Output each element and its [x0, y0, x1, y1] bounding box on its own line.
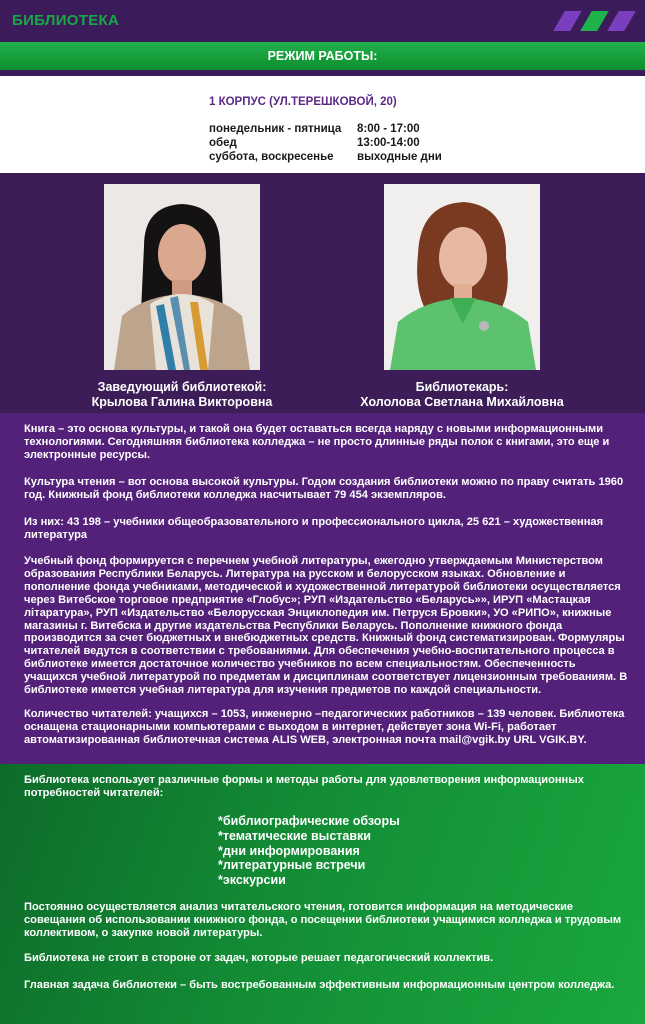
list-item: *дни информирования — [218, 843, 360, 858]
methods-list — [218, 814, 400, 888]
about-paragraph: Количество читателей: учащихся – 1053, инженерно –педагогических работников – 139 человек. Библиотека оснащена стационарными компьютерами с выходом в интернет, действует зона Wi-Fi, работает автоматизированная библиотечная система ALIS WEB, электронная почта mail@vgik.by URL VGIK.BY. — [24, 708, 625, 746]
hours-time: 13:00-14:00 — [357, 137, 420, 149]
hours-row — [209, 151, 469, 165]
hours-time: 8:00 - 17:00 — [357, 123, 420, 135]
methods-section — [0, 764, 645, 1024]
logo-stripe — [607, 11, 636, 31]
hours-row — [209, 137, 469, 151]
hours-panel — [0, 76, 645, 173]
hours-days: суббота, воскресенье — [209, 151, 334, 163]
about-paragraph: Учебный фонд формируется с перечнем учебной литературы, ежегодно утверждаемым Министерством образования Республики Беларусь. Литература на русском и белорусском языках. Обновление и пополнение фонда учебниками, методической и художественной литературой библиотеки осуществляется через Витебское торговое предприятие «Глобус»; РУП «Издательство «Беларусь»», ИРУП «Мастацкая літаратура», РУП «Издательство «Белорусская Энциклопедия им. Петруся Бровки», УО «РИПО», книжные магазины г. Витебска и другие издательства Республики Беларусь. Пополнение книжного фонда производится за счет бюджетных и внебюджетных средств. Книжный фонд систематизирован. Формуляры читателей ведутся в соответствии с требованиями. Для обеспечения учебно-воспитательного процесса в библиотеке имеется достаточное количество учебников по всем специальностям. Обеспеченность учащихся учебной литературой по предметам и дисциплинам соответствует лицензионным требованиям. В библиотеке имеется учебная литература для изучения предметов по каждой специальности. — [24, 555, 628, 697]
logo-stripe — [580, 11, 609, 31]
building-address: 1 КОРПУС (УЛ.ТЕРЕШКОВОЙ, 20) — [209, 96, 397, 108]
list-item: *тематические выставки — [218, 828, 371, 843]
hours-days: обед — [209, 137, 237, 149]
about-section — [0, 413, 645, 764]
staff-name: Крылова Галина Викторовна — [91, 395, 273, 409]
top-bar — [0, 0, 645, 42]
hours-time: выходные дни — [357, 151, 442, 163]
hours-row — [209, 123, 469, 137]
about-paragraph: Из них: 43 198 – учебники общеобразовательного и профессионального цикла, 25 621 – художественная литература — [24, 516, 604, 541]
list-item: *литературные встречи — [218, 858, 366, 873]
about-paragraph: Культура чтения – вот основа высокой культуры. Годом создания библиотеки можно по праву считать 1960 год. Книжный фонд библиотеки колледжа насчитывает 79 454 экземпляров. — [24, 476, 624, 501]
staff-section — [0, 173, 645, 413]
methods-paragraph: Главная задача библиотеки – быть востребованным эффективным информационным центром колледжа. — [24, 979, 615, 991]
list-item: *экскурсии — [218, 873, 286, 888]
librarian-photo — [384, 184, 540, 370]
methods-paragraph: Постоянно осуществляется анализ читательского чтения, готовится информация на методические совещания об использовании книжного фонда, о посещении библиотеки учащимися колледжа и трудовым коллективом, о закупке новой литературы. — [24, 901, 622, 939]
methods-intro: Библиотека использует различные формы и методы работы для удовлетворения информационных потребностей читателей: — [24, 774, 584, 799]
logo-stripe — [553, 11, 582, 31]
hours-banner — [0, 42, 645, 70]
staff-role: Заведующий библиотекой: — [97, 380, 267, 394]
librarian-caption — [332, 380, 592, 410]
about-paragraph: Книга – это основа культуры, и такой она будет оставаться всегда наряду с новыми информационными технологиями. Сегодняшняя библиотека колледжа – не просто длинные ряды полок с книгами, это еще и электронные ресурсы. — [24, 423, 610, 461]
staff-role: Библиотекарь: — [415, 380, 509, 394]
head-librarian-caption — [52, 380, 312, 410]
list-item: *библиографические обзоры — [218, 814, 400, 828]
staff-name: Хололова Светлана Михайловна — [360, 395, 564, 409]
head-librarian-photo — [104, 184, 260, 370]
site-title: БИБЛИОТЕКА — [12, 12, 120, 29]
brand-stripes-logo — [555, 11, 635, 31]
hours-title: РЕЖИМ РАБОТЫ: — [267, 49, 378, 63]
hours-days: понедельник - пятница — [209, 123, 342, 135]
methods-paragraph: Библиотека не стоит в стороне от задач, которые решает педагогический коллектив. — [24, 952, 494, 964]
